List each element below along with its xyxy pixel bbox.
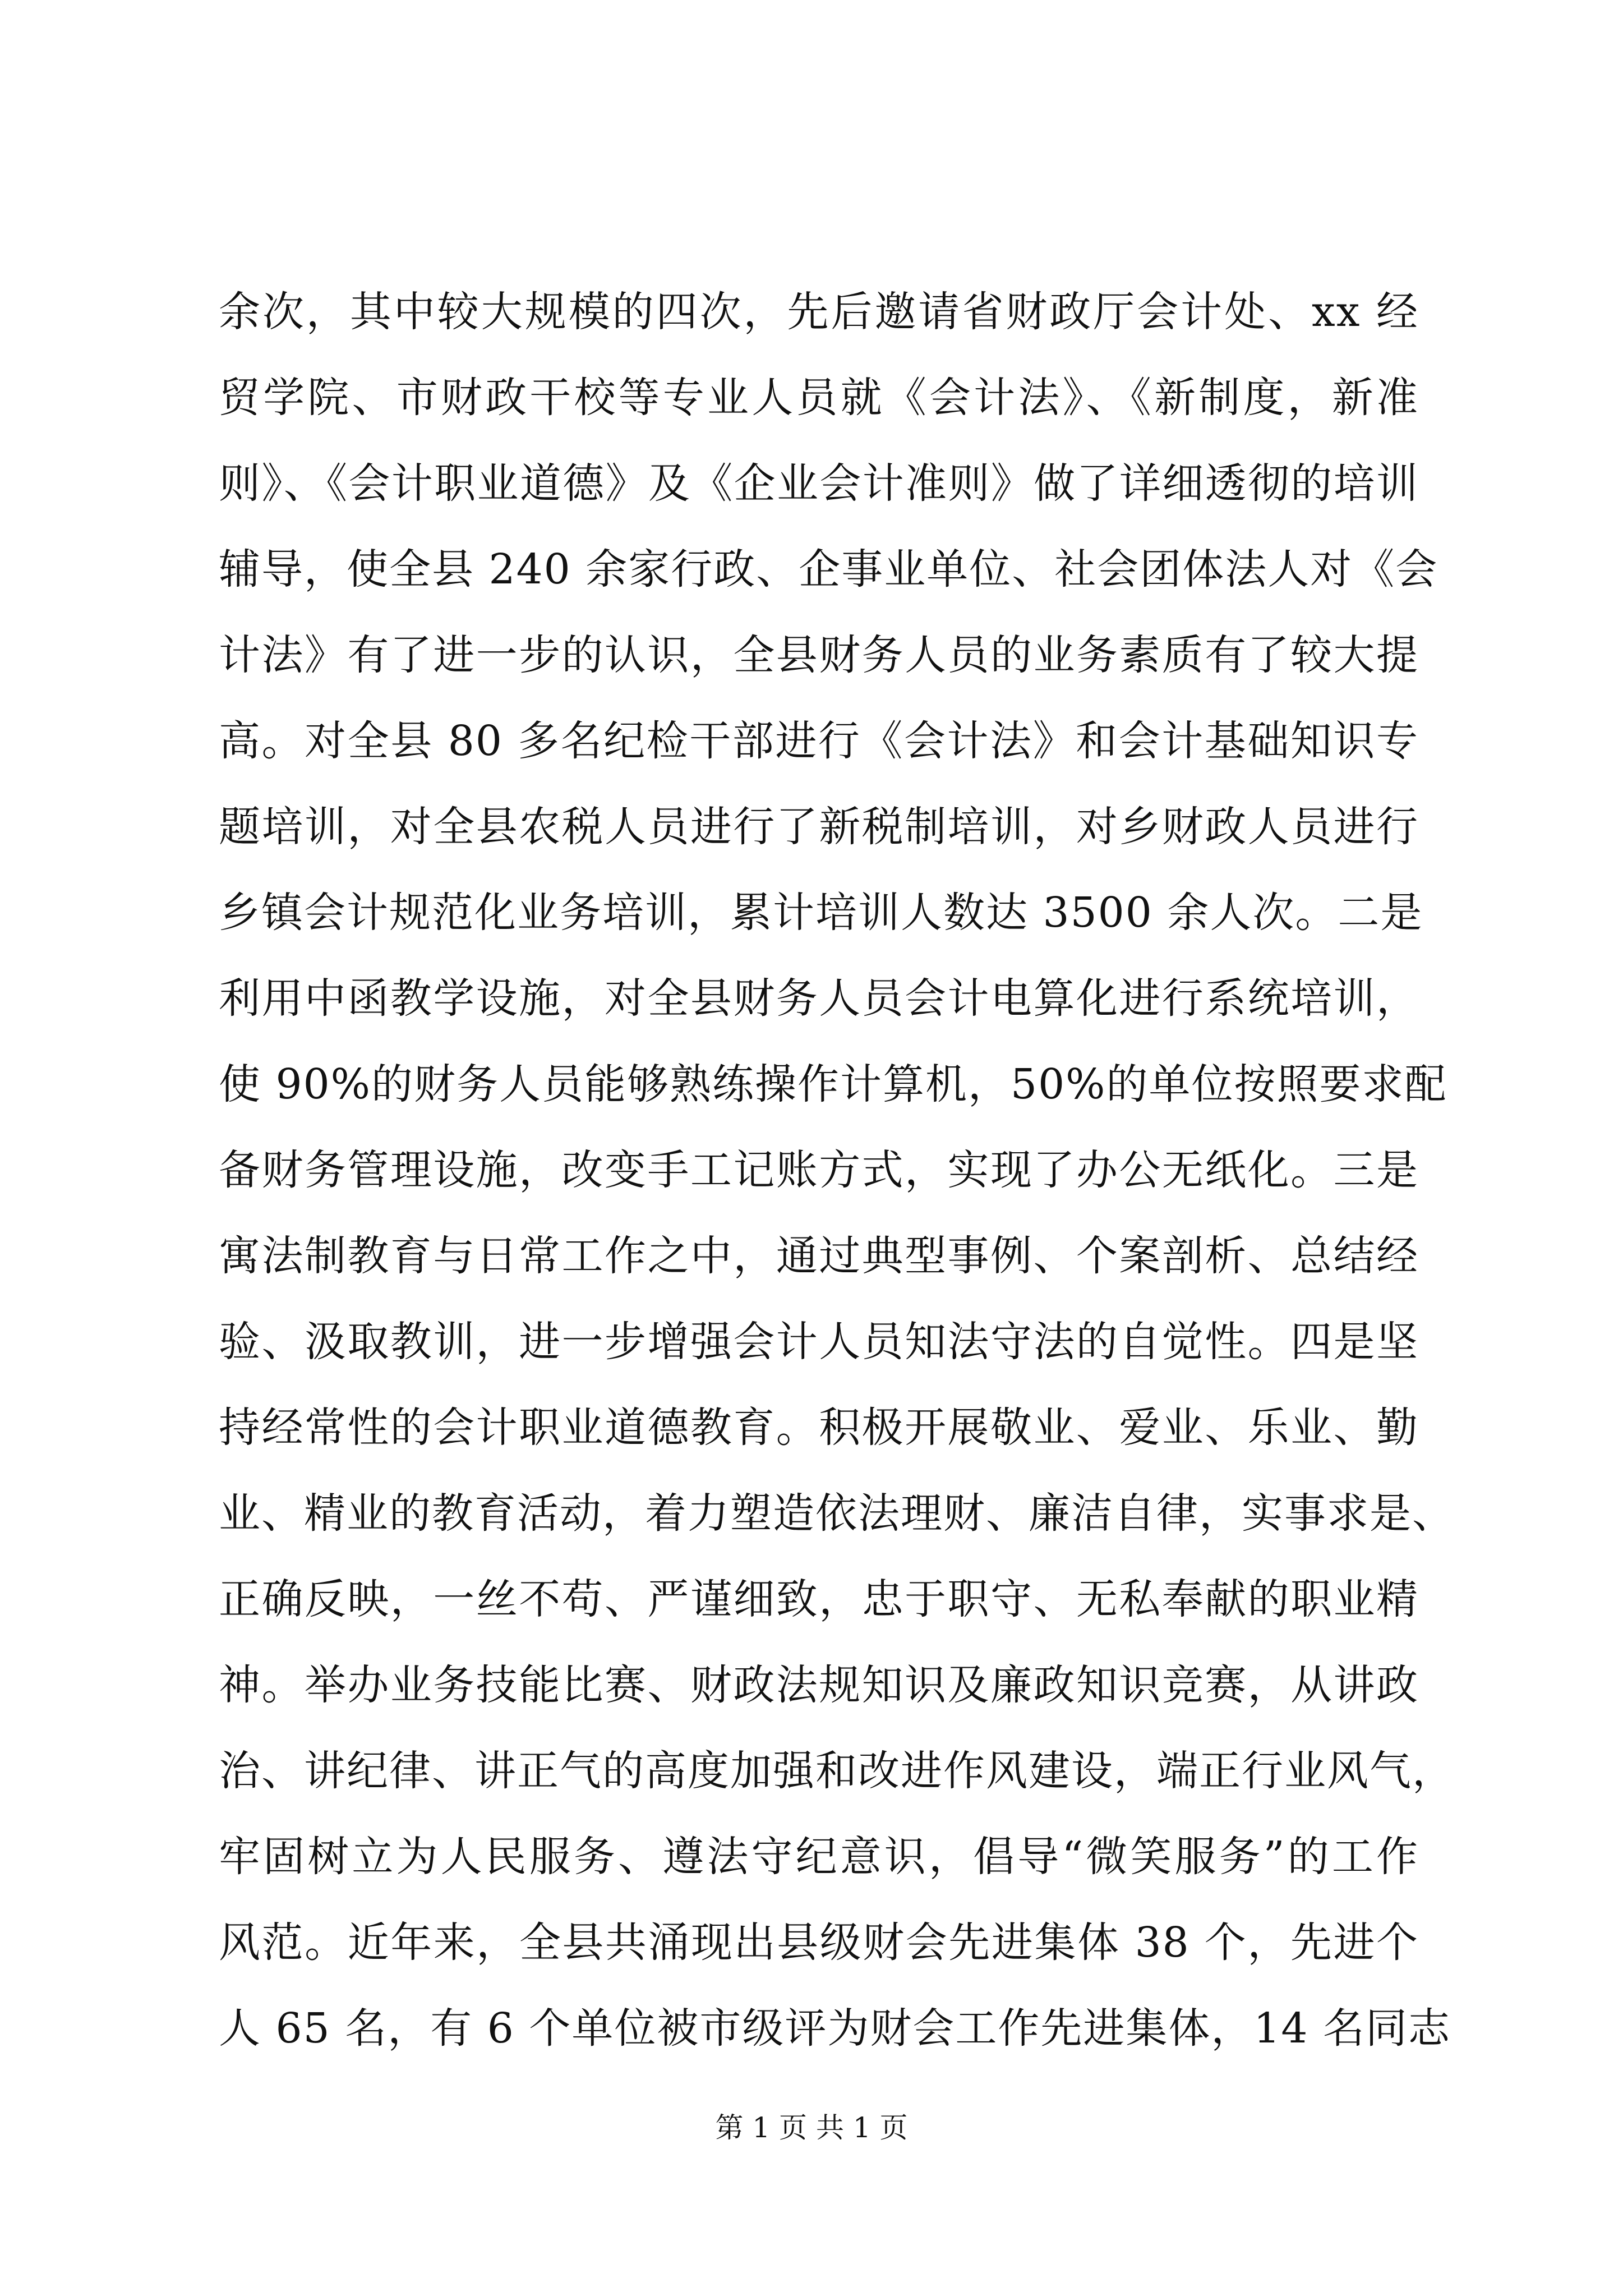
text-line: 风范。近年来，全县共涌现出县级财会先进集体 38 个，先进个 bbox=[219, 1918, 1419, 1967]
text-line: 牢固树立为人民服务、遵法守纪意识，倡导“微笑服务”的工作 bbox=[219, 1833, 1419, 1881]
text-line: 题培训，对全县农税人员进行了新税制培训，对乡财政人员进行 bbox=[219, 803, 1419, 851]
text-line: 验、汲取教训，进一步增强会计人员知法守法的自觉性。四是坚 bbox=[219, 1318, 1419, 1366]
text-line: 利用中函教学设施，对全县财务人员会计电算化进行系统培训， bbox=[219, 974, 1419, 1023]
text-line: 则》、《会计职业道德》及《企业会计准则》做了详细透彻的培训 bbox=[219, 459, 1419, 508]
text-line: 辅导，使全县 240 余家行政、企事业单位、社会团体法人对《会 bbox=[219, 545, 1438, 593]
body-text bbox=[219, 269, 1455, 2072]
text-line: 正确反映，一丝不苟、严谨细致，忠于职守、无私奉献的职业精 bbox=[219, 1575, 1419, 1623]
text-line: 人 65 名，有 6 个单位被市级评为财会工作先进集体，14 名同志 bbox=[219, 2004, 1451, 2053]
text-line: 计法》有了进一步的认识，全县财务人员的业务素质有了较大提 bbox=[219, 631, 1419, 679]
text-line: 业、精业的教育活动，着力塑造依法理财、廉洁自律，实事求是、 bbox=[219, 1489, 1455, 1538]
text-line: 持经常性的会计职业道德教育。积极开展敬业、爱业、乐业、勤 bbox=[219, 1404, 1419, 1452]
text-line: 寓法制教育与日常工作之中，通过典型事例、个案剖析、总结经 bbox=[219, 1232, 1419, 1280]
text-line: 神。举办业务技能比赛、财政法规知识及廉政知识竞赛，从讲政 bbox=[219, 1661, 1419, 1709]
text-line: 余次，其中较大规模的四次，先后邀请省财政厅会计处、xx 经 bbox=[219, 288, 1419, 336]
text-line: 治、讲纪律、讲正气的高度加强和改进作风建设，端正行业风气， bbox=[219, 1747, 1455, 1795]
text-line: 备财务管理设施，改变手工记账方式，实现了办公无纸化。三是 bbox=[219, 1146, 1419, 1194]
text-line: 使 90%的财务人员能够熟练操作计算机，50%的单位按照要求配 bbox=[219, 1060, 1447, 1108]
text-line: 乡镇会计规范化业务培训，累计培训人数达 3500 余人次。二是 bbox=[219, 889, 1423, 937]
text-line: 高。对全县 80 多名纪检干部进行《会计法》和会计基础知识专 bbox=[219, 717, 1419, 765]
text-line: 贸学院、市财政干校等专业人员就《会计法》、《新制度，新准 bbox=[219, 374, 1419, 422]
page-footer: 第 1 页 共 1 页 bbox=[715, 2111, 908, 2144]
